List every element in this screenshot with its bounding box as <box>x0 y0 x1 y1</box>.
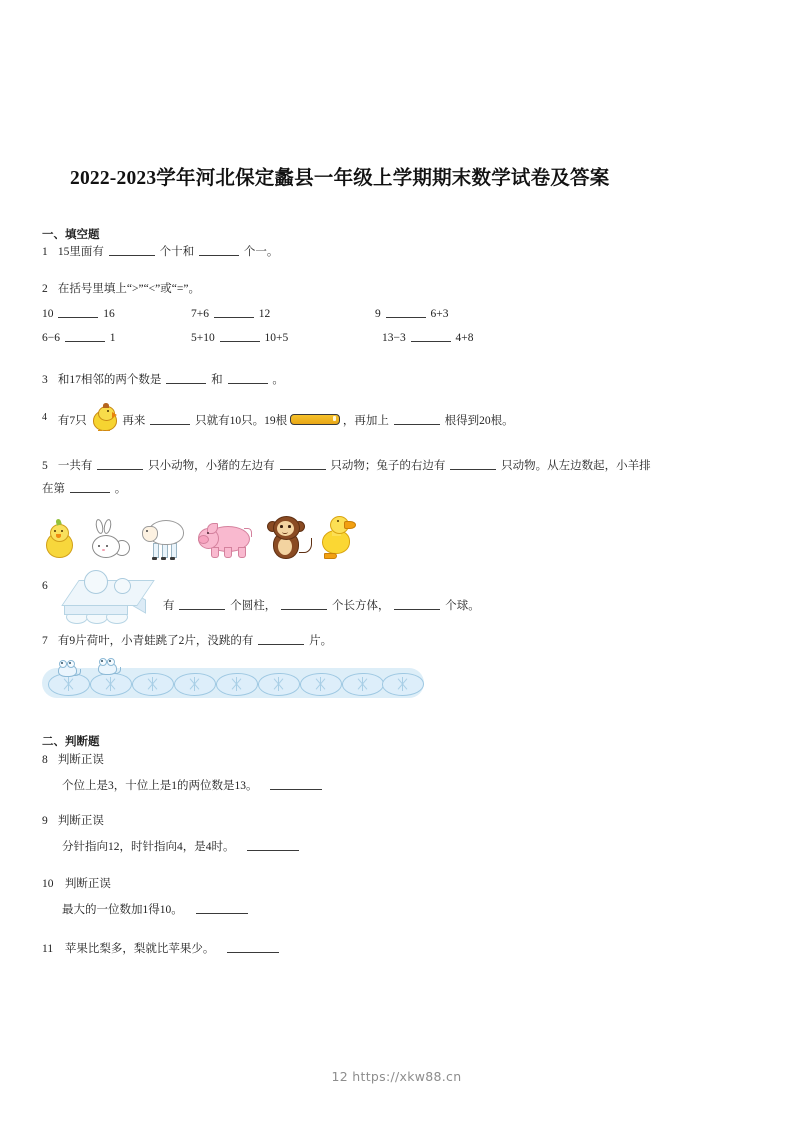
compare-3-left: 9 <box>375 308 381 320</box>
compare-item-2 <box>191 305 270 320</box>
question-4-number: 4 <box>42 412 47 423</box>
compare-item-6 <box>382 329 474 344</box>
question-6-text-part3: 个长方体， <box>332 600 390 612</box>
question-4-text-part2: 再来 <box>122 415 146 427</box>
question-7-number: 7 <box>42 635 48 647</box>
question-11-answer-blank[interactable] <box>227 940 279 953</box>
question-9 <box>62 838 301 857</box>
compare-2-blank[interactable] <box>214 305 254 318</box>
compare-4-blank[interactable] <box>65 329 105 342</box>
question-7 <box>42 632 332 651</box>
footer-watermark: 12 https://xkw88.cn <box>331 1069 462 1084</box>
solid-shapes-icon <box>62 566 158 624</box>
question-3-text-part3: 。 <box>272 374 284 386</box>
compare-item-4 <box>42 329 116 344</box>
chick-icon <box>90 405 120 431</box>
question-6-number: 6 <box>42 580 48 592</box>
compare-1-left: 10 <box>42 308 54 320</box>
frog-icon <box>56 660 78 677</box>
question-11-text: 苹果比梨多，梨就比苹果少。 <box>64 943 215 955</box>
lily-pad <box>382 673 424 696</box>
lily-pad <box>300 673 342 696</box>
lily-pad <box>216 673 258 696</box>
question-8-number: 8 <box>42 754 48 766</box>
question-10-prompt: 判断正误 <box>64 878 111 890</box>
frog-icon <box>96 658 118 675</box>
compare-item-1 <box>42 305 115 320</box>
section-heading-fill-in-blanks: 一、填空题 <box>42 229 100 241</box>
compare-5-right: 10+5 <box>264 332 289 344</box>
lily-pads-icon <box>42 660 424 702</box>
compare-6-left: 13−3 <box>382 332 406 344</box>
compare-5-blank[interactable] <box>220 329 260 342</box>
compare-3-right: 6+3 <box>430 308 449 320</box>
question-5-text-part4: 只动物。从左边数起，小羊排 <box>501 460 651 472</box>
question-6-text-part1: 有 <box>163 600 175 612</box>
question-10-prompt-row <box>42 876 111 894</box>
question-4-text-part1: 有7只 <box>57 415 87 427</box>
question-4-blank-2[interactable] <box>394 412 440 425</box>
question-5-text-part5: 在第 <box>42 483 65 495</box>
section-heading-true-false: 二、判断题 <box>42 736 100 748</box>
duck-icon <box>318 516 354 560</box>
question-10-answer-blank[interactable] <box>196 901 248 914</box>
monkey-icon <box>266 516 306 560</box>
question-4 <box>42 405 514 431</box>
question-1-text-part3: 个一。 <box>243 246 279 258</box>
compare-item-5 <box>191 329 288 344</box>
lily-pad <box>90 673 132 696</box>
compare-6-right: 4+8 <box>455 332 474 344</box>
question-6 <box>163 597 480 616</box>
lily-pad <box>174 673 216 696</box>
compare-4-left: 6−6 <box>42 332 60 344</box>
question-5-number: 5 <box>42 460 48 472</box>
compare-2-left: 7+6 <box>191 308 209 320</box>
animals-illustration <box>42 508 342 560</box>
question-6-blank-3[interactable] <box>394 597 440 610</box>
question-4-text-part4: ，再加上 <box>342 415 389 427</box>
question-6-text-part4: 个球。 <box>445 600 480 612</box>
question-3-blank-2[interactable] <box>228 371 268 384</box>
compare-1-right: 16 <box>103 308 115 320</box>
question-9-answer-blank[interactable] <box>247 838 299 851</box>
question-5 <box>42 457 651 476</box>
stick-icon <box>290 414 340 425</box>
question-3 <box>42 371 284 390</box>
question-3-text-part2: 和 <box>211 374 223 386</box>
question-9-number: 9 <box>42 815 48 827</box>
question-5-text-part2: 只小动物，小猪的左边有 <box>148 460 275 472</box>
question-5-blank-3[interactable] <box>450 457 496 470</box>
question-7-blank-1[interactable] <box>258 632 304 645</box>
pig-icon <box>198 520 254 560</box>
question-9-prompt-row <box>42 813 104 831</box>
question-4-text-part5: 根得到20根。 <box>444 415 514 427</box>
question-5-line2 <box>42 480 126 499</box>
compare-6-blank[interactable] <box>411 329 451 342</box>
compare-2-right: 12 <box>258 308 271 320</box>
question-1-text-part2: 个十和 <box>159 246 195 258</box>
question-1 <box>42 243 278 262</box>
compare-item-3 <box>375 305 449 320</box>
question-10-number: 10 <box>42 878 54 890</box>
page-title: 2022-2023学年河北保定蠡县一年级上学期期末数学试卷及答案 <box>70 168 610 189</box>
question-7-text-part1: 有9片荷叶，小青蛙跳了2片，没跳的有 <box>57 635 254 647</box>
question-10-text: 最大的一位数加1得10。 <box>62 904 183 916</box>
question-10 <box>62 901 250 920</box>
compare-5-left: 5+10 <box>191 332 215 344</box>
question-3-text-part1: 和17相邻的两个数是 <box>57 374 162 386</box>
question-2 <box>42 281 200 299</box>
question-4-blank-1[interactable] <box>150 412 190 425</box>
question-5-text-part1: 一共有 <box>57 460 93 472</box>
question-1-text-part1: 15里面有 <box>57 246 104 258</box>
question-8-prompt: 判断正误 <box>57 754 104 766</box>
question-8-prompt-row <box>42 752 104 770</box>
question-3-number: 3 <box>42 374 48 386</box>
question-8-answer-blank[interactable] <box>270 777 322 790</box>
question-5-text-part6: 。 <box>114 483 127 495</box>
question-4-text-part3: 只就有10只。19根 <box>195 415 288 427</box>
question-3-blank-1[interactable] <box>166 371 206 384</box>
rabbit-icon <box>90 520 130 560</box>
question-7-text-part2: 片。 <box>309 635 333 647</box>
question-6-blank-1[interactable] <box>179 597 225 610</box>
question-9-text: 分针指向12，时针指向4，是4时。 <box>62 841 235 853</box>
question-11 <box>42 940 281 959</box>
question-1-blank-1[interactable] <box>109 243 155 256</box>
question-1-number: 1 <box>42 246 48 258</box>
question-2-text: 在括号里填上“>”“<”或“=”。 <box>57 283 200 295</box>
question-5-blank-1[interactable] <box>97 457 143 470</box>
chick-icon <box>42 520 76 560</box>
sheep-icon <box>142 518 186 560</box>
question-1-blank-2[interactable] <box>199 243 239 256</box>
question-11-number: 11 <box>42 943 54 955</box>
question-5-text-part3: 只动物；兔子的右边有 <box>330 460 446 472</box>
lily-pad <box>132 673 174 696</box>
compare-3-blank[interactable] <box>386 305 426 318</box>
compare-1-blank[interactable] <box>58 305 98 318</box>
question-6-number-wrap <box>42 578 55 596</box>
compare-4-right: 1 <box>109 332 116 344</box>
question-2-number: 2 <box>42 283 48 295</box>
question-5-blank-2[interactable] <box>280 457 326 470</box>
question-8-text: 个位上是3，十位上是1的两位数是13。 <box>62 780 258 792</box>
lily-pad <box>342 673 384 696</box>
question-8 <box>62 777 324 796</box>
question-6-text-part2: 个圆柱， <box>230 600 277 612</box>
question-9-prompt: 判断正误 <box>57 815 104 827</box>
question-6-blank-2[interactable] <box>281 597 327 610</box>
question-5-blank-4[interactable] <box>70 480 110 493</box>
lily-pad <box>258 673 300 696</box>
